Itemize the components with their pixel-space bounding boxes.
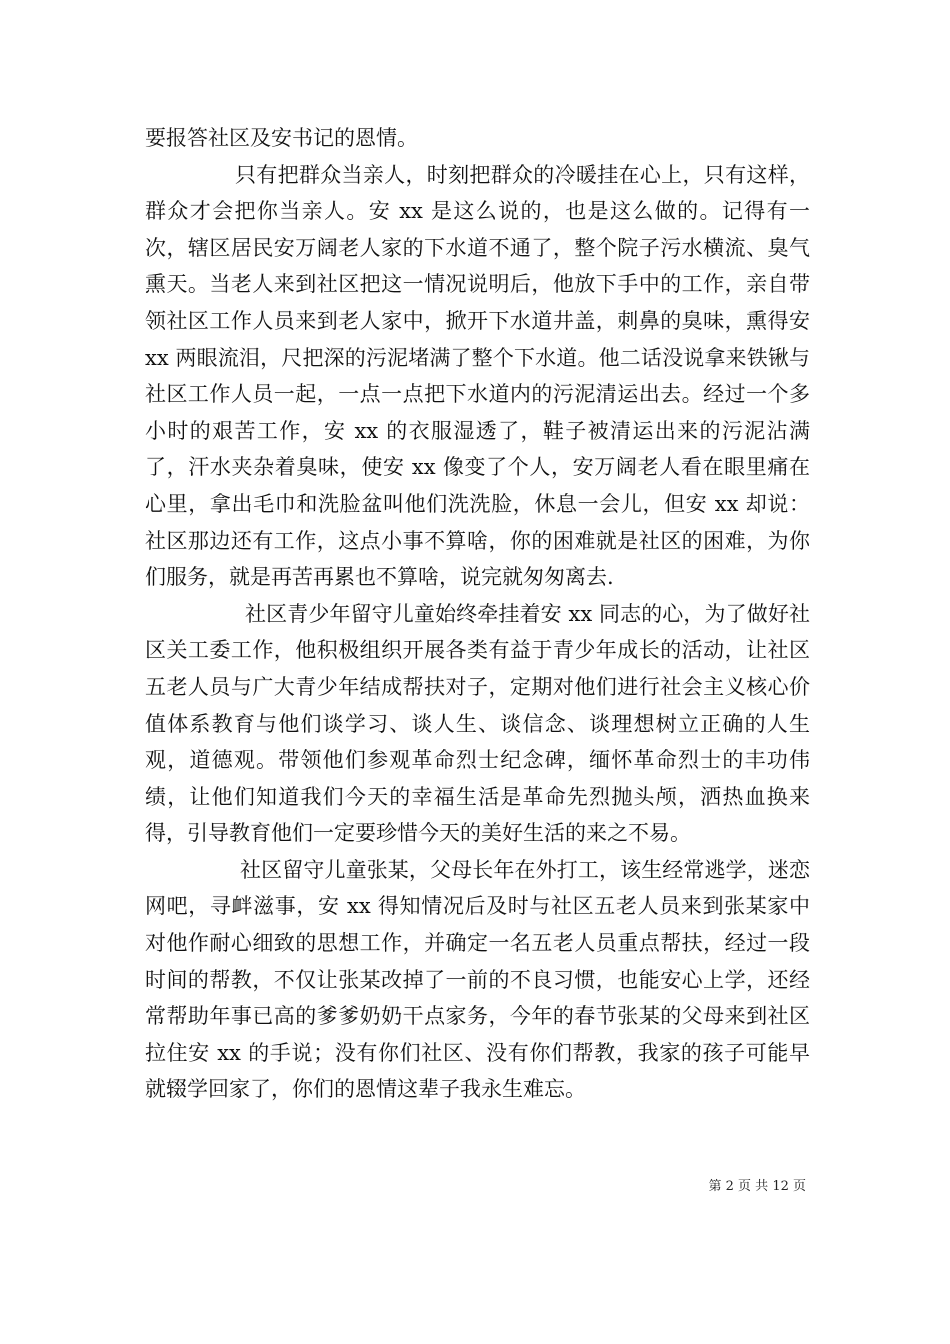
paragraph-youth-care: 社区青少年留守儿童始终牵挂着安 xx 同志的心，为了做好社区关工委工作，他积极组织开展各类有益于青少年成长的活动，让社区五老人员与广大青少年结成帮扶对子，定期对他们进行社会主义核心价值体系教育与他们谈学习、谈人生、谈信念、谈理想树立正确的人生观，道德观。带领他们参观革命烈士纪念碑，缅怀革命烈士的丰功伟绩，让他们知道我们今天的幸福生活是革命先烈抛头颅，洒热血换来得，引导教育他们一定要珍惜今天的美好生活的来之不易。 bbox=[145, 601, 810, 846]
body-text bbox=[145, 120, 810, 1108]
page-number-footer: 第 2 页 共 12 页 bbox=[708, 1179, 806, 1194]
paragraph-continuation: 要报答社区及安书记的恩情。 bbox=[145, 126, 418, 150]
paragraph-left-behind-child: 社区留守儿童张某，父母长年在外打工，该生经常逃学，迷恋网吧，寻衅滋事，安 xx 得知情况后及时与社区五老人员来到张某家中对他作耐心细致的思想工作，并确定一名五老人员重点帮扶，经过一段时间的帮教，不仅让张某改掉了一前的不良习惯，也能安心上学，还经常帮助年事已高的爹爹奶奶干点家务，今年的春节张某的父母来到社区拉住安 xx 的手说；没有你们社区、没有你们帮教，我家的孩子可能早就辍学回家了，你们的恩情这辈子我永生难忘。 bbox=[145, 857, 810, 1102]
paragraph-sewer-story: 只有把群众当亲人，时刻把群众的冷暖挂在心上，只有这样，群众才会把你当亲人。安 xx 是这么说的，也是这么做的。记得有一次，辖区居民安万阔老人家的下水道不通了，整个院子污水横流、臭气熏天。当老人来到社区把这一情况说明后，他放下手中的工作，亲自带领社区工作人员来到老人家中，掀开下水道井盖，刺鼻的臭味，熏得安 xx 两眼流泪，尺把深的污泥堵满了整个下水道。他二话没说拿来铁锹与社区工作人员一起，一点一点把下水道内的污泥清运出去。经过一个多小时的艰苦工作，安 xx 的衣服湿透了，鞋子被清运出来的污泥沾满了，汗水夹杂着臭味，使安 xx 像变了个人，安万阔老人看在眼里痛在心里，拿出毛巾和洗脸盆叫他们洗洗脸，休息一会儿，但安 xx 却说：社区那边还有工作，这点小事不算啥，你的困难就是社区的困难，为你们服务，就是再苦再累也不算啥，说完就匆匆离去. bbox=[145, 162, 810, 590]
